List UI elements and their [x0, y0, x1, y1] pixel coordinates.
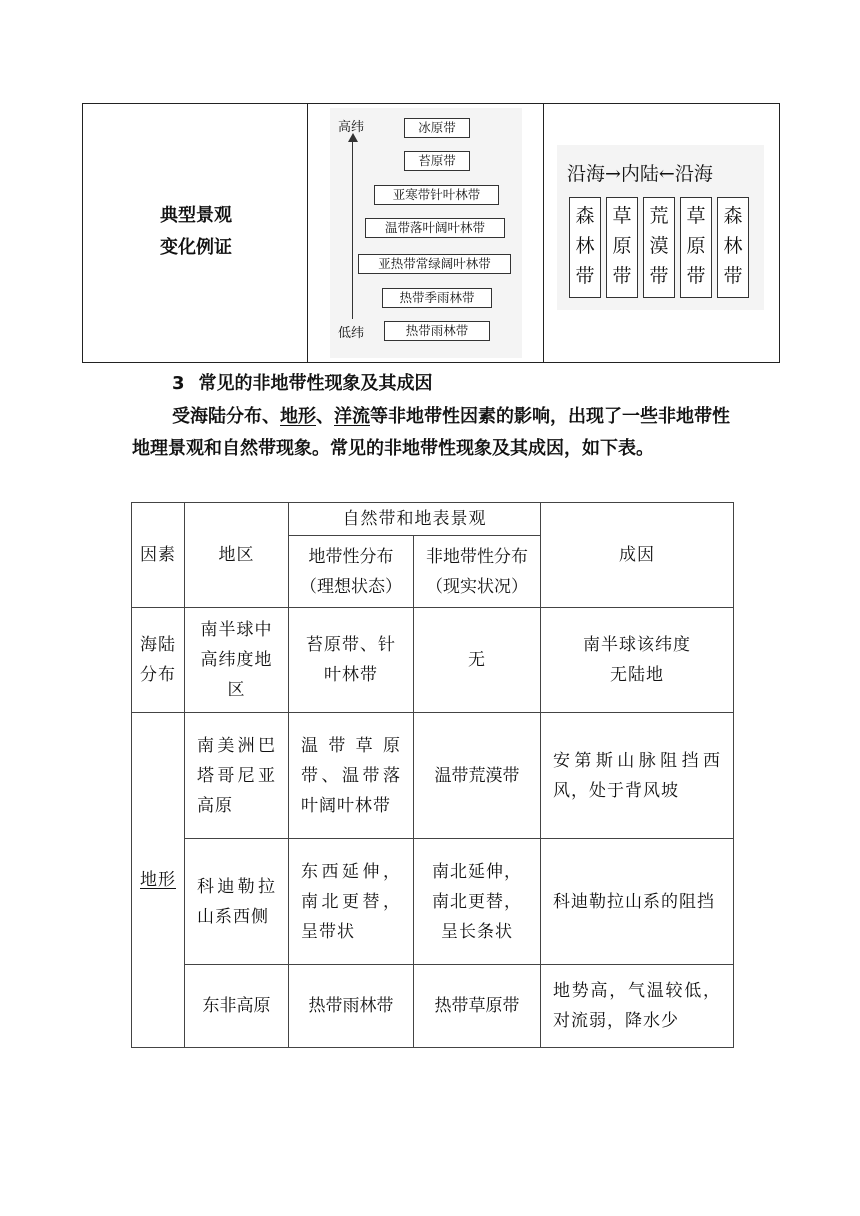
- header-nonzonal: [414, 536, 540, 607]
- underlined-term: 地形: [140, 870, 176, 890]
- column-divider: [543, 104, 544, 362]
- high-latitude-label: 高纬: [338, 120, 365, 135]
- nonzonal-cell: 温带荒漠带: [434, 765, 520, 786]
- intro-paragraph: [132, 401, 734, 465]
- zonal-cell: 东西延伸，南北更替，呈带状: [301, 861, 401, 942]
- zone-box: 温带落叶阔叶林带: [365, 218, 505, 238]
- zone-box: 荒漠带: [643, 197, 675, 298]
- grid-line: [733, 502, 734, 1048]
- header-nonzonal-line: （现实状况）: [426, 576, 528, 597]
- cause-cell: 地势高，气温较低，对流弱，降水少: [553, 981, 721, 1031]
- latitude-zonation-diagram: [330, 108, 522, 358]
- header-factor: 因素: [140, 545, 176, 565]
- nonzonal-phenomena-table: [131, 502, 734, 1048]
- section-title: 常见的非地带性现象及其成因: [198, 373, 433, 394]
- region-cell: 南美洲巴塔哥尼亚高原: [197, 735, 276, 816]
- region-cell: 东非高原: [202, 996, 271, 1016]
- underlined-term: 地形: [280, 406, 316, 427]
- cause-cell: 科迪勒拉山系的阻挡: [553, 891, 715, 912]
- nonzonal-cell: 热带草原带: [434, 996, 520, 1016]
- header-zonal-line: 地带性分布: [308, 546, 394, 567]
- factor-cell: 海陆分布: [140, 635, 176, 685]
- cause-cell: 安第斯山脉阻挡西风，处于背风坡: [553, 750, 721, 801]
- intro-text: 等非地带性因素的影响，出现了一些非地带性地理景观和自然带现象。常见的非地带性现象及其成因，如下表。: [132, 406, 730, 459]
- zonal-cell: 温带草原带、温带落叶阔叶林带: [301, 735, 401, 816]
- zone-box: 森林带: [569, 197, 601, 298]
- zonal-cell: 热带雨林带: [308, 996, 394, 1016]
- zone-box: 热带雨林带: [384, 321, 490, 341]
- zonal-cell: 苔原带、针叶林带: [306, 635, 396, 685]
- section-heading: [172, 369, 433, 395]
- row-label: [83, 200, 309, 264]
- zone-box: 森林带: [717, 197, 749, 298]
- grid-line: [131, 1047, 734, 1048]
- region-cell: 南半球中高纬度地区: [200, 620, 273, 700]
- zone-box: 苔原带: [404, 151, 470, 171]
- header-region: 地区: [218, 545, 255, 565]
- cause-cell: 南半球该纬度无陆地: [583, 635, 691, 685]
- header-nonzonal-line: 非地带性分布: [426, 546, 528, 567]
- zone-box: 热带季雨林带: [382, 288, 492, 308]
- zone-box: 草原带: [606, 197, 638, 298]
- header-cause: 成因: [619, 545, 655, 565]
- zone-box: 亚热带常绿阔叶林带: [358, 254, 511, 274]
- intro-text: 、: [316, 406, 334, 427]
- coast-inland-title: 沿海→内陆←沿海: [567, 163, 713, 185]
- low-latitude-label: 低纬: [338, 326, 365, 341]
- region-cell: 科迪勒拉山系西侧: [197, 876, 276, 927]
- zone-box: 冰原带: [404, 118, 470, 138]
- coast-inland-diagram: [557, 145, 764, 310]
- zone-box: 草原带: [680, 197, 712, 298]
- section-number: 3: [172, 373, 185, 394]
- factor-cell-terrain: [132, 713, 184, 1047]
- row-label-line: 变化例证: [160, 237, 232, 258]
- nonzonal-cell: 南北延伸，南北更替，呈长条状: [432, 861, 522, 942]
- row-label-line: 典型景观: [160, 205, 232, 226]
- intro-text: 受海陆分布、: [172, 406, 280, 427]
- zone-box: 亚寒带针叶林带: [374, 185, 499, 205]
- latitude-axis-line: [352, 141, 353, 319]
- nonzonal-cell: 无: [468, 650, 486, 670]
- underlined-term: 洋流: [334, 406, 370, 427]
- header-group: 自然带和地表景观: [342, 509, 487, 529]
- header-zonal: [289, 536, 413, 607]
- header-zonal-line: （理想状态）: [300, 576, 402, 597]
